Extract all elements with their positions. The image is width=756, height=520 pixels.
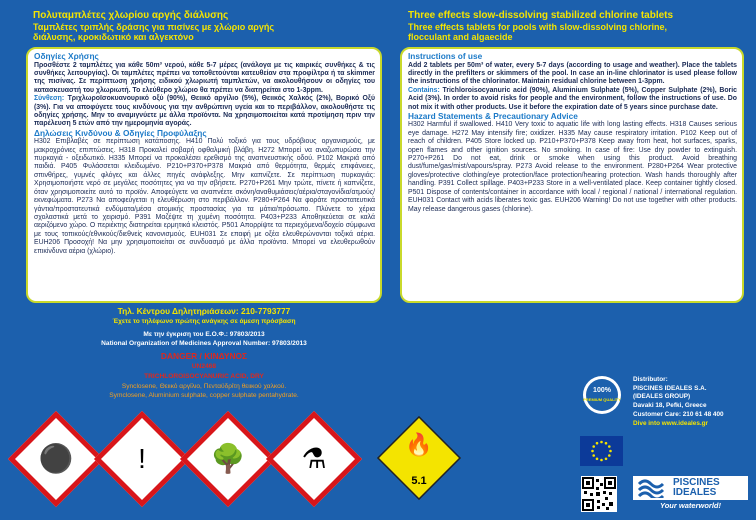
approval-greek: Με την έγκριση του Ε.Ο.Φ.: 97803/2013 [143,331,265,338]
badge-percent: 100% [593,387,611,394]
greek-composition-text: Τριχλωροϊσοκυανουρικό οξύ (90%), Θειικό αργίλιο (5%), Θειικός Χαλκός (2%), Βορικό Οξύ (3%). Για να αποφύγετε τους κινδύνους για την ανθρώπινη υγεία και το περιβάλλον, ακολουθήστε τις οδηγίες χρήσης. Μην το αναμιγνύετε με άλλα προϊόντα. Να χρησιμοποιείται κατά προτίμηση πριν την παρέλευση 5 ετών από την ημερομηνία αγοράς. [34,95,375,128]
un-number: UN2468 [191,363,217,370]
logo-name-2: IDEALES [673,487,717,498]
oxidizer-flame-icon: ⚫ [38,443,74,474]
header-english [408,11,748,43]
synonyms-english: Symclosene, Aluminium sulphate, copper sulphate pentahydrate. [109,392,299,399]
danger-label: DANGER / ΚΙΝΔΥΝΟΣ [160,351,248,361]
english-instructions-panel [400,47,744,303]
poison-center-note: Έχετε το τηλέφωνο πρώτης ανάγκης σε άμεση πρόσβαση [112,318,296,325]
english-instructions-text: Add 2 tablets per 50m³ of water, every 5-7 days (according to usage and weather). Place the tablets directly in the prefilters or skimmers of the pool. In case an in-line chlorinator is used please follow the instructions of the chlorinator. Maintain residual chlorine between 1-3ppm. [408,61,737,86]
distributor-info [633,376,748,428]
corrosion-icon: ⚗ [301,443,327,474]
greek-instructions-heading: Οδηγίες Χρήσης [34,51,99,61]
distributor-website: Dive into www.ideales.gr [633,419,709,427]
header-english-line2: Three effects tablets for pools with slow-dissolving chlorine, [408,21,668,32]
english-contains-label: Contains: [408,86,440,94]
english-hazard-text: H302 Harmful if swallowed. H410 Very toxic to aquatic life with long lasting effects. H318 Causes serious eye damage. H272 May intensify fire; oxidizer. H335 May cause respiratory irritation. P102 Keep out of reach of children. P405 Store locked up. P210+P370+P378 Keep away from heat, hot surfaces, sparks, open flames and other ignition sources. No smoking. In case of fire: Use dry powder to extinguish. P270+P261 Do not eat, drink or smoke when using this product. Avoid breathing dust/fume/gas/mist/vapours/spray. P273 Avoid release to the environment. P280+P264 Wear protective gloves/protective clothing/eye protection/face protection/hearing protection. Wash hands thoroughly after handling. P391 Collect spillage. P403+P233 Store in a well-ventilated place. Keep container tightly closed. P501 Dispose of contents/container in accordance with local / regional / national / international regulation. EUH031 Contact with acids liberates toxic gas. EUH206 Warning! Do not use together with other products. May release dangerous gases (chlorine). [408,121,737,213]
greek-composition-label: Σύνθεση: [34,95,65,103]
english-contains-text: Trichloroisocyanuric acid (90%), Aluminium Sulphate (5%), Copper Sulphate (2%), Boric Acid (3%). In order to avoid risks for people and the environment, follow the instructions of use. Do not mix it with other products. Use it before the expiration date of 5 years since purchase date. [408,86,737,111]
poison-center-phone: Τηλ. Κέντρου Δηλητηριάσεων: 210-7793777 [117,306,291,316]
oxidizer-flame-icon: 🔥 [405,433,433,458]
english-instructions-heading: Instructions of use [408,51,483,61]
greek-instructions-text: Προσθέστε 2 ταμπλέτες για κάθε 50m³ νερού, κάθε 5-7 μέρες (ανάλογα με τις καιρικές συνθήκες & τις συνθήκες λειτουργίας). Οι ταμπλέτες πρέπει να τοποθετούνται κατευθείαν στα προφίλτρα ή τα skimmer της πισίνας. Σε περίπτωση χρήσης ειδικού χλωριωτή ταμπλετών, να ακολουθήσουν οι οδηγίες του κατασκευαστή του χλωριωτή. Το ελεύθερο χλώριο θα πρέπει να διατηρείται στο 1-3ppm. [34,61,375,94]
header-greek-line3: διάλυσης, κροκιδωτικό και αλγεκτόνο [33,32,194,42]
adr-oxidizer-label [371,410,467,506]
greek-instructions-panel [26,47,382,303]
header-greek [33,11,373,43]
environment-hazard-icon: 🌳 [210,443,246,474]
substance-name: TRICHLOROISOCYANURIC ACID, DRY [144,373,264,380]
distributor-name-group: (IDEALES GROUP) [633,393,691,401]
greek-hazard-heading: Δηλώσεις Κινδύνου & Οδηγίες Προφύλαξης [34,127,207,138]
distributor-address: Davaki 18, Pefki, Greece [633,402,707,410]
header-greek-line1: Πολυταμπλέτες χλωρίου αργής διάλυσης [33,10,229,21]
piscines-ideales-logo [633,476,748,512]
distributor-customer-care: Customer Care: 210 61 48 400 [633,410,724,418]
greek-hazard-text: H302 Επιβλαβές σε περίπτωση κατάποσης. H410 Πολύ τοξικό για τους υδρόβιους οργανισμούς, με μακροχρόνιες επιπτώσεις. H318 Προκαλεί σοβαρή οφθαλμική βλάβη. H272 Μπορεί να αναζωπυρώσει την πυρκαγιά - οξειδωτικό. H335 Μπορεί να προκαλέσει ερεθισμό της αναπνευστικής οδού. P102 Μακριά από παιδιά. P405 Φυλάσσεται κλειδωμένο. P210+P370+P378 Μακριά από θερμότητα, θερμές επιφάνειες, σπινθήρες, γυμνές φλόγες και άλλες πηγές ανάφλεξης. Μην καπνίζετε. Σε περίπτωση πυρκαγιάς: Χρησιμοποιήστε νερό σε μεγάλες ποσότητες για να την σβήσετε. P270+P261 Μην τρώτε, πίνετε ή καπνίζετε, όταν χρησιμοποιείτε αυτό το προϊόν. Αποφεύγετε να αναπνέετε σκόνη/αναθυμιάσεις/αέρια/σταγονίδια/ατμούς/εκνεφώματα. P273 Να αποφεύγεται η ελευθέρωση στο περιβάλλον. P280+P264 Να φοράτε προστατευτικά γάντια/προστατευτικά ενδύματα/μέσα ατομικής προστασίας για τα μάτια/πρόσωπο. Πλύνετε το χέρια σχολαστικά μετά το χειρισμό. P391 Μαζέψτε τη χυμένη ποσότητα. P403+P233 Αποθηκεύεται σε καλά αεριζόμενο χώρο. Ο περιέκτης διατηρείται ερμητικά κλειστός. P501 Απορρίψτε τα περιεχόμενα/δοχείο σύμφωνα με τους τοπικούς/εθνικούς/διεθνείς κανονισμούς. EUH031 Σε επαφή με οξέα ελευθερώνονται τοξικά αέρια. EUH206 Προσοχή! Να μην χρησιμοποιείται σε συνδυασμό με άλλα προϊόντα. Μπορεί να ελευθερωθούν επικίνδυνα αέρια (χλώριο). [34,138,375,255]
logo-tagline: Your waterworld! [633,500,748,512]
distributor-name: PISCINES IDEALES S.A. [633,384,707,392]
premium-quality-badge [582,375,622,415]
header-english-line3: flocculant and algaecide [408,32,513,42]
distributor-label: Distributor: [633,376,668,383]
synonyms-greek: Synclosene, Θειικό αργίλιο, Πενταϋδρίτη θειικού χαλκού. [121,383,287,390]
qr-code-icon [581,476,617,512]
wave-logo-icon [637,478,669,498]
header-english-line1: Three effects slow-dissolving stabilized chlorine tablets [408,10,674,21]
approval-english: National Organization of Medicines Approval Number: 97803/2013 [101,340,307,347]
header-greek-line2: Ταμπλέτες τριπλής δράσης για πισίνες με χλώριο αργής [33,21,275,32]
badge-text: PREMIUM QUALITY [583,397,621,402]
logo-name-1: PISCINES [673,477,720,488]
exclamation-icon: ! [138,443,146,474]
adr-class-number: 5.1 [411,475,427,487]
english-hazard-heading: Hazard Statements & Precautionary Advice [408,110,578,121]
eu-flag-icon [580,436,623,466]
